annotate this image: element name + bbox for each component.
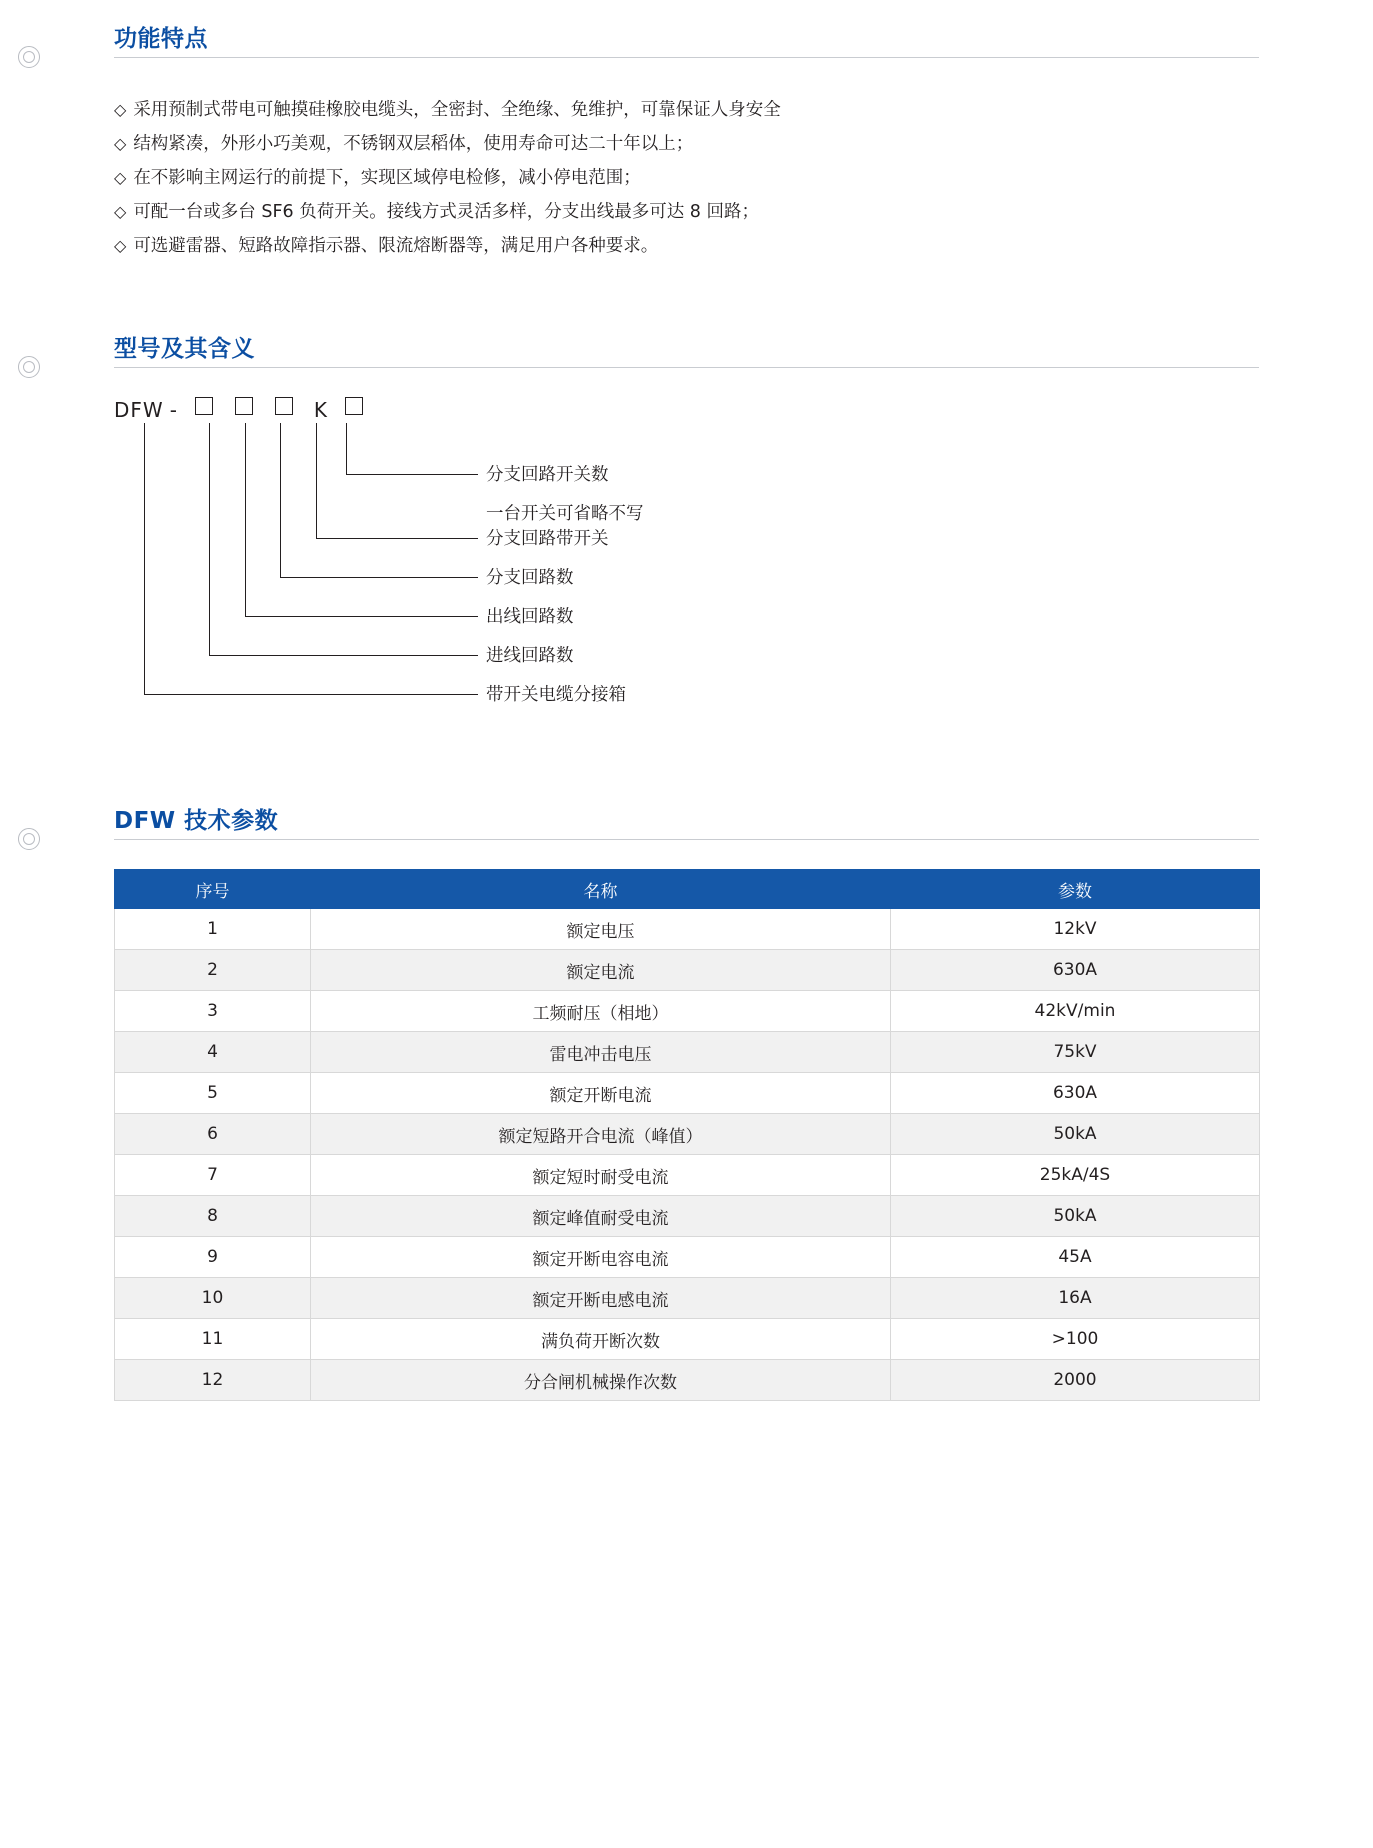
table-header-row [115,870,1260,909]
spec-section [114,810,1259,1401]
cell-no: 1 [115,909,311,950]
table-row [115,1032,1260,1073]
feature-text: 可配一台或多台 SF6 负荷开关。接线方式灵活多样，分支出线最多可达 8 回路； [133,202,760,222]
cell-name: 额定短时耐受电流 [311,1155,891,1196]
cell-no: 3 [115,991,311,1032]
feature-text: 可选避雷器、短路故障指示器、限流熔断器等，满足用户各种要求。 [133,236,659,256]
ring-marker-icon [18,46,40,68]
table-row [115,1360,1260,1401]
cell-no: 6 [115,1114,311,1155]
cell-name: 额定峰值耐受电流 [311,1196,891,1237]
feature-text: 在不影响主网运行的前提下，实现区域停电检修，减小停电范围； [133,168,641,188]
cell-no: 2 [115,950,311,991]
column-header-param: 参数 [891,870,1260,909]
feature-item [114,93,1259,127]
cell-name: 额定电压 [311,909,891,950]
cell-param: 42kV/min [891,991,1260,1032]
diamond-bullet-icon: ◇ [114,236,127,255]
cell-param: >100 [891,1319,1260,1360]
diamond-bullet-icon: ◇ [114,168,127,187]
legend-label-2: 一台开关可省略不写 [486,504,644,524]
cell-name: 额定开断电感电流 [311,1278,891,1319]
heading-divider [114,839,1259,840]
diamond-bullet-icon: ◇ [114,202,127,221]
legend-label-7: 带开关电缆分接箱 [486,685,626,705]
legend-label-5: 出线回路数 [486,607,574,627]
cell-no: 8 [115,1196,311,1237]
feature-text: 采用预制式带电可触摸硅橡胶电缆头，全密封、全绝缘、免维护，可靠保证人身安全 [133,100,781,120]
table-row [115,1237,1260,1278]
cell-param: 16A [891,1278,1260,1319]
heading-divider [114,367,1259,368]
model-k-letter: K [313,398,329,422]
cell-no: 10 [115,1278,311,1319]
spec-heading [114,810,1259,833]
cell-no: 12 [115,1360,311,1401]
leader-line-7 [144,423,478,695]
model-prefix: DFW [114,398,164,422]
cell-name: 额定开断电流 [311,1073,891,1114]
cell-name: 额定电流 [311,950,891,991]
cell-name: 满负荷开断次数 [311,1319,891,1360]
features-list [114,93,1259,263]
feature-item [114,195,1259,229]
cell-param: 75kV [891,1032,1260,1073]
feature-text: 结构紧凑，外形小巧美观，不锈钢双层稻体，使用寿命可达二十年以上； [133,134,694,154]
cell-param: 25kA/4S [891,1155,1260,1196]
diamond-bullet-icon: ◇ [114,100,127,119]
cell-name: 额定短路开合电流（峰值） [311,1114,891,1155]
cell-param: 2000 [891,1360,1260,1401]
table-row [115,1114,1260,1155]
table-row [115,950,1260,991]
features-section [114,28,1259,263]
cell-name: 雷电冲击电压 [311,1032,891,1073]
model-box-3 [275,397,293,415]
heading-divider [114,57,1259,58]
column-header-no: 序号 [115,870,311,909]
column-header-name: 名称 [311,870,891,909]
table-row [115,1196,1260,1237]
cell-name: 额定开断电容电流 [311,1237,891,1278]
cell-name: 工频耐压（相地） [311,991,891,1032]
feature-item [114,229,1259,263]
model-heading-label: 型号及其含义 [114,338,269,361]
table-row [115,1155,1260,1196]
model-box-1 [195,397,213,415]
table-row [115,1073,1260,1114]
cell-param: 50kA [891,1114,1260,1155]
legend-label-3: 分支回路带开关 [486,529,609,549]
cell-param: 630A [891,1073,1260,1114]
model-box-4 [345,397,363,415]
diamond-bullet-icon: ◇ [114,134,127,153]
cell-no: 9 [115,1237,311,1278]
legend-label-6: 进线回路数 [486,646,574,666]
features-heading [114,28,1259,51]
cell-param: 630A [891,950,1260,991]
model-heading [114,338,1259,361]
table-row [115,1278,1260,1319]
spec-table [114,869,1260,1401]
cell-no: 4 [115,1032,311,1073]
table-row [115,909,1260,950]
cell-param: 45A [891,1237,1260,1278]
ring-marker-icon [18,356,40,378]
legend-label-1: 分支回路开关数 [486,465,609,485]
legend-label-4: 分支回路数 [486,568,574,588]
features-heading-label: 功能特点 [114,28,222,51]
model-designation-section [114,338,1259,727]
feature-item [114,127,1259,161]
model-code-line [114,397,374,422]
model-dash: - [169,398,178,422]
spec-heading-label: DFW 技术参数 [114,810,292,833]
model-code-diagram [114,397,1259,727]
table-row [115,991,1260,1032]
cell-no: 11 [115,1319,311,1360]
model-box-2 [235,397,253,415]
table-row [115,1319,1260,1360]
cell-param: 12kV [891,909,1260,950]
cell-name: 分合闸机械操作次数 [311,1360,891,1401]
ring-marker-icon [18,828,40,850]
cell-no: 5 [115,1073,311,1114]
cell-no: 7 [115,1155,311,1196]
cell-param: 50kA [891,1196,1260,1237]
feature-item [114,161,1259,195]
